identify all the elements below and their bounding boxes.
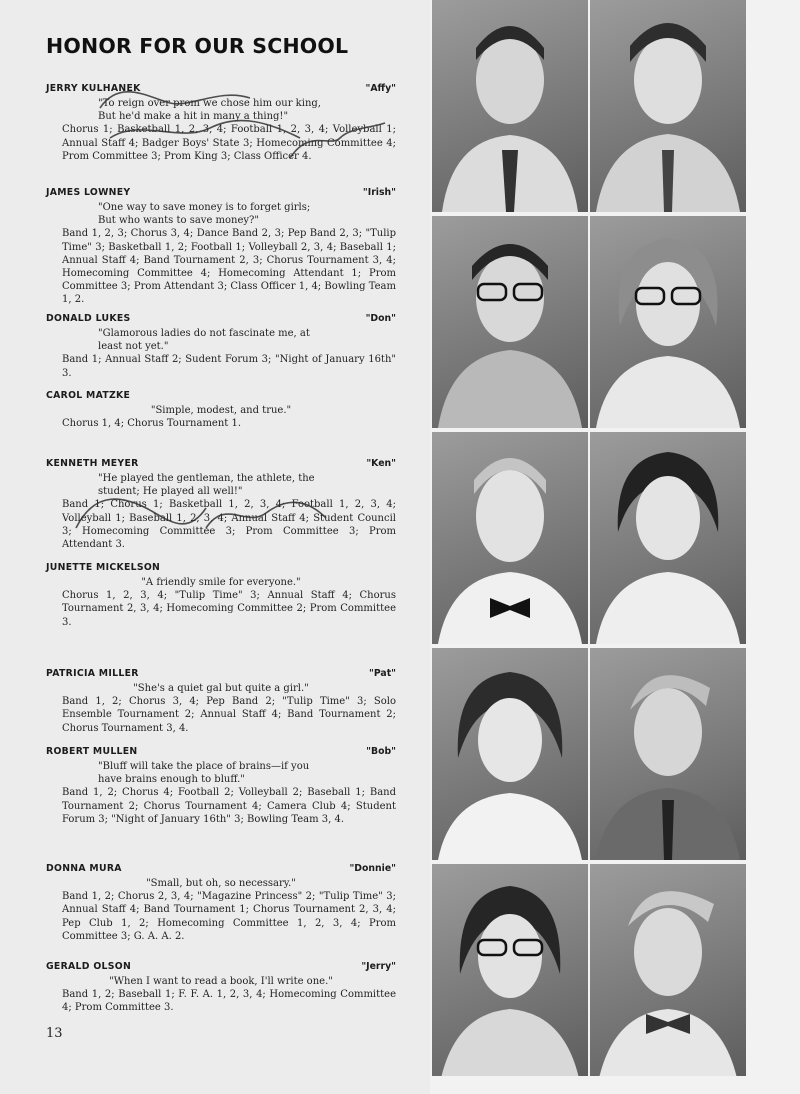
student-entry [46,312,396,380]
portrait-photo [432,432,588,644]
student-name: ROBERT MULLEN [46,746,138,757]
portrait-photo [432,864,588,1076]
student-quote: "One way to save money is to forget girls; But who wants to save money?" [98,202,311,227]
student-quote: "Bluff will take the place of brains—if you have brains enough to bluff." [98,761,310,786]
student-name: KENNETH MEYER [46,458,139,469]
student-activities: Chorus 1, 2, 3, 4; "Tulip Time" 3; Annual Staff 4; Chorus Tournament 2, 3, 4; Homecoming Committee 2; Prom Committee 3. [62,590,396,628]
student-quote: "Simple, modest, and true." [150,405,292,416]
student-activities: Chorus 1, 4; Chorus Tournament 1. [62,418,242,430]
portrait-photo [432,216,588,428]
student-name: CAROL MATZKE [46,390,131,401]
student-entry [46,186,396,307]
student-entry [46,745,396,826]
student-name: GERALD OLSON [46,961,132,972]
student-nickname: "Don" [365,313,396,324]
student-nickname: "Ken" [366,458,396,469]
student-nickname: "Bob" [366,746,396,757]
student-name: DONALD LUKES [46,313,131,324]
portrait-photo [590,648,746,860]
student-quote: "When I want to read a book, I'll write one." [109,976,333,987]
student-entry [46,561,396,629]
portrait-photo [590,216,746,428]
page-title: HONOR FOR OUR SCHOOL [46,34,349,58]
portrait-grid [430,0,800,1094]
student-activities: Band 1, 2; Chorus 3, 4; Pep Band 2; "Tulip Time" 3; Solo Ensemble Tournament 2; Annual Staff 4; Band Tournament 2; Chorus Tournament 3, 4. [62,696,396,734]
student-name: JAMES LOWNEY [46,187,131,198]
student-entry [46,389,396,430]
student-quote: "Glamorous ladies do not fascinate me, at least not yet." [98,328,310,353]
student-quote: "She's a quiet gal but quite a girl." [133,683,309,694]
portrait-photo [432,0,588,212]
student-entry [46,667,396,735]
student-quote: "To reign over prom we chose him our king, But he'd make a hit in many a thing!" [98,98,321,123]
student-quote: "Small, but oh, so necessary." [146,878,296,889]
student-nickname: "Affy" [365,83,396,94]
portrait-photo [590,864,746,1076]
student-quote: "He played the gentleman, the athlete, the student; He played all well!" [98,473,315,498]
student-entry [46,960,396,1015]
student-activities: Band 1; Annual Staff 2; Sudent Forum 3; "Night of January 16th" 3. [62,354,396,379]
page-number: 13 [46,1026,63,1041]
student-quote: "A friendly smile for everyone." [141,577,301,588]
student-entry [46,862,396,943]
student-nickname: "Irish" [362,187,396,198]
student-name: JUNETTE MICKELSON [46,562,161,573]
student-name: JERRY KULHANEK [46,83,141,94]
portrait-photo [432,648,588,860]
student-activities: Band 1, 2; Chorus 2, 3, 4; "Magazine Princess" 2; "Tulip Time" 3; Annual Staff 4; Band Tournament 1; Chorus Tournament 2, 3, 4; Pep Club 1, 2; Homecoming Committee 1, 2, 3, 4; Prom Committee 3; G. A. A. 2. [62,891,396,942]
student-entry [46,457,396,551]
student-activities: Band 1, 2; Chorus 4; Football 2; Volleyball 2; Baseball 1; Band Tournament 2; Chorus Tournament 4; Camera Club 4; Student Forum 3; "Night of January 16th" 3; Bowling Team 3, 4. [62,787,396,825]
portrait-photo [590,432,746,644]
student-activities: Band 1, 2, 3; Chorus 3, 4; Dance Band 2, 3; Pep Band 2, 3; "Tulip Time" 3; Basketball 1, 2; Football 1; Volleyball 2, 3, 4; Baseball 1; Annual Staff 4; Band Tournament 2, 3; Chorus Tournament 3, 4; Homecoming Committee 4; Homecoming Attendant 1; Prom Committee 3; Prom Attendant 3; Class Officer 1, 4; Bowling Team 1, 2. [62,228,396,306]
student-name: DONNA MURA [46,863,122,874]
student-entry [46,82,396,163]
student-nickname: "Donnie" [349,863,396,874]
student-activities: Band 1, 2; Baseball 1; F. F. A. 1, 2, 3, 4; Homecoming Committee 4; Prom Committee 3. [62,989,396,1014]
portrait-photo [590,0,746,212]
student-activities: Chorus 1; Basketball 1, 2, 3, 4; Football 1, 2, 3, 4; Volleyball 1; Annual Staff 4; Badger Boys' State 3; Homecoming Committee 4; Prom Committee 3; Prom King 3; Class Officer 4. [62,124,396,162]
student-nickname: "Pat" [369,668,396,679]
student-activities: Band 1; Chorus 1; Basketball 1, 2, 3, 4; Football 1, 2, 3, 4; Volleyball 1; Baseball 1, 2, 3, 4; Annual Staff 4; Student Council 3; Homecoming Committee 3; Prom Committee 3; Prom Attendant 3. [62,499,396,551]
student-name: PATRICIA MILLER [46,668,139,679]
student-nickname: "Jerry" [361,961,396,972]
